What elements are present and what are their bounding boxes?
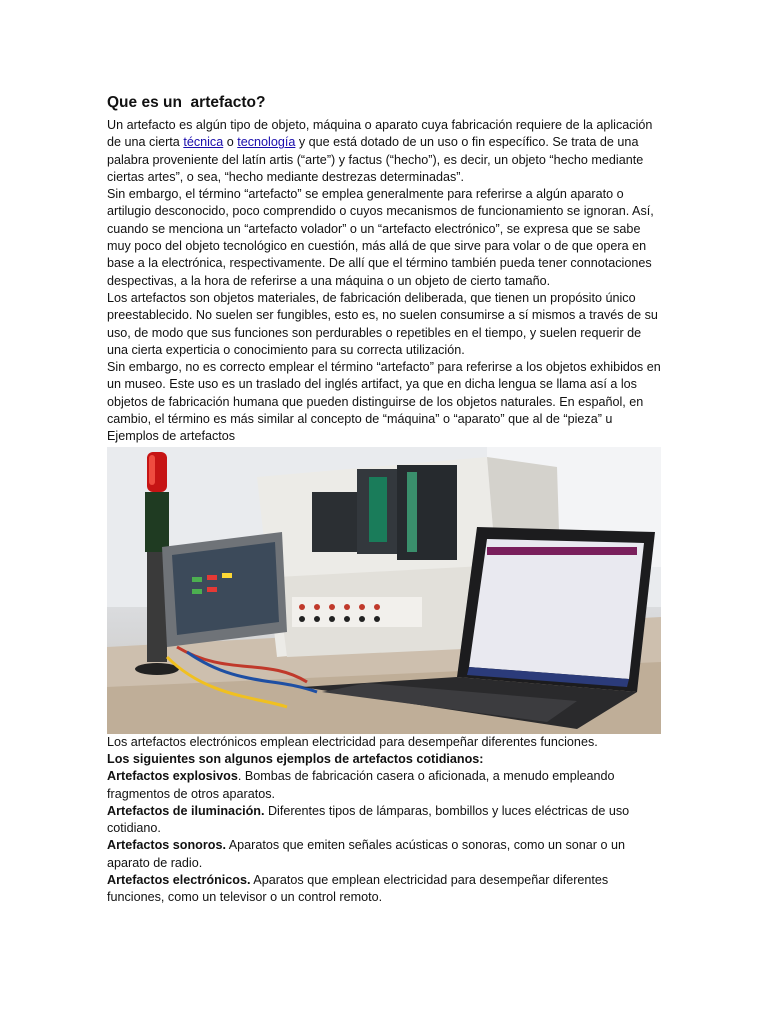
list-item [107,803,663,838]
paragraph-3: Sin embargo, no es correcto emplear el término “artefacto” para referirse a los objetos exhibidos en un museo. Este uso es un traslado del inglés artifact, ya que en dicha lengua se llama así a los objetos de fabricación humana que pueden distinguirse de los objetos naturales. En español, en cambio, el término es más similar al concepto de “máquina” o “aparato” que al de “pieza” u [107,360,661,427]
example-term: Artefactos explosivos [107,769,238,784]
intro-paragraph [107,117,663,186]
list-heading-text: Los siguientes son algunos ejemplos de artefactos cotidianos: [107,751,484,766]
intro-text-3: y que está dotado de un uso o fin específico. Se trata de una palabra proveniente del latín artis (“arte”) y factus (“hecho”), es decir, un objeto “hecho mediante ciertas artes”, o sea, “hecho mediante destrezas determinadas”. [107,135,644,184]
example-term: Artefactos sonoros. [107,838,226,853]
electronics-lab-photo [107,447,661,734]
list-item [107,837,663,872]
page-title: Que es un artefacto? [107,94,266,111]
example-term: Artefactos de iluminación. [107,803,265,818]
document-page [107,93,663,907]
example-desc: Aparatos que emplean electricidad para desempeñar diferentes funciones, como un televisor o un control remoto. [107,873,609,905]
example-desc: Diferentes tipos de lámparas, bombillos y luces eléctricas de uso cotidiano. [107,803,630,836]
intro-text-1: Un artefacto es algún tipo de objeto, máquina o aparato cuya fabricación requiere de la aplicación de una cierta [107,118,653,150]
list-heading [107,751,663,768]
example-term: Artefactos electrónicos. [107,873,251,888]
paragraph-2: Los artefactos son objetos materiales, de fabricación deliberada, que tienen un propósito único preestablecido. No suelen ser fungibles, esto es, no suelen consumirse a sí mismos a través de su uso, de modo que sus funciones son perdurables o repetibles en el tiempo, y suelen requerir de una cierta experticia o conocimiento para su correcta utilización. [107,290,658,357]
example-desc: Aparatos que emiten señales acústicas o sonoras, como un sonar o un aparato de radio. [107,838,626,870]
image-caption: Los artefactos electrónicos emplean electricidad para desempeñar diferentes funciones. [107,734,598,749]
tecnologia-link[interactable]: tecnología [237,135,296,150]
examples-heading: Ejemplos de artefactos [107,429,236,444]
list-item [107,872,663,907]
example-desc: . Bombas de fabricación casera o aficionada, a menudo empleando fragmentos de otros aparatos. [107,769,615,801]
intro-text-2: o [223,135,238,150]
paragraph-1: Sin embargo, el término “artefacto” se emplea generalmente para referirse a algún aparato o artilugio desconocido, poco comprendido o cuyos mecanismos de funcionamiento se ignoran. Así, cuando se menciona un “artefacto volador” o un “artefacto electrónico”, se expresa que se sabe muy poco del objeto tecnológico en cuestión, más allá de que sirve para volar o de que opera en base a la electrónica, respectivamente. De allí que el término también pueda tener connotaciones despectivas, a la hora de referirse a una máquina o un objeto de cierto tamaño. [107,187,654,288]
tecnica-link[interactable]: técnica [183,135,224,150]
hmi-panel-icon [162,532,287,647]
list-item [107,768,663,803]
